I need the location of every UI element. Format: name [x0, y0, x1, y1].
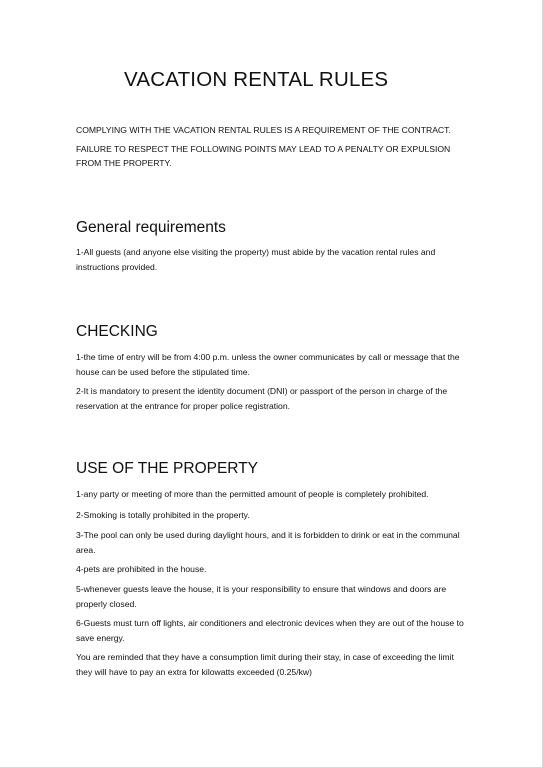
general-rule-1: 1-All guests (and anyone else visiting the property) must abide by the vacation rental rules and instructions provided.	[76, 247, 436, 272]
document-title: VACATION RENTAL RULES	[124, 68, 389, 91]
use-rule-6: 6-Guests must turn off lights, air conditioners and electronic devices when they are out of the house to save energy.	[76, 618, 464, 643]
use-rule-1: 1-any party or meeting of more than the permitted amount of people is completely prohibited.	[76, 489, 429, 499]
use-rule-2: 2-Smoking is totally prohibited in the property.	[76, 510, 250, 520]
checking-rule-2: 2-It is mandatory to present the identity document (DNI) or passport of the person in charge of the reservation at the entrance for proper police registration.	[76, 386, 448, 411]
use-rule-3: 3-The pool can only be used during daylight hours, and it is forbidden to drink or eat in the communal area.	[76, 530, 460, 555]
intro-requirement: COMPLYING WITH THE VACATION RENTAL RULES IS A REQUIREMENT OF THE CONTRACT.	[76, 125, 451, 135]
checking-rule-1: 1-the time of entry will be from 4:00 p.m. unless the owner communicates by call or message that the house can be used before the stipulated time.	[76, 352, 460, 377]
use-rule-5: 5-whenever guests leave the house, it is your responsibility to ensure that windows and doors are properly closed.	[76, 584, 447, 609]
section-heading-checking: CHECKING	[76, 323, 158, 340]
intro-warning: FAILURE TO RESPECT THE FOLLOWING POINTS MAY LEAD TO A PENALTY OR EXPULSION FROM THE PROPERTY.	[76, 144, 451, 168]
section-heading-use: USE OF THE PROPERTY	[76, 460, 259, 477]
consumption-limit-note: You are reminded that they have a consumption limit during their stay, in case of exceeding the limit they will have to pay an extra for kilowatts exceeded (0.25/kw)	[76, 652, 454, 677]
use-rule-4: 4-pets are prohibited in the house.	[76, 564, 207, 574]
section-heading-general: General requirements	[76, 219, 226, 236]
